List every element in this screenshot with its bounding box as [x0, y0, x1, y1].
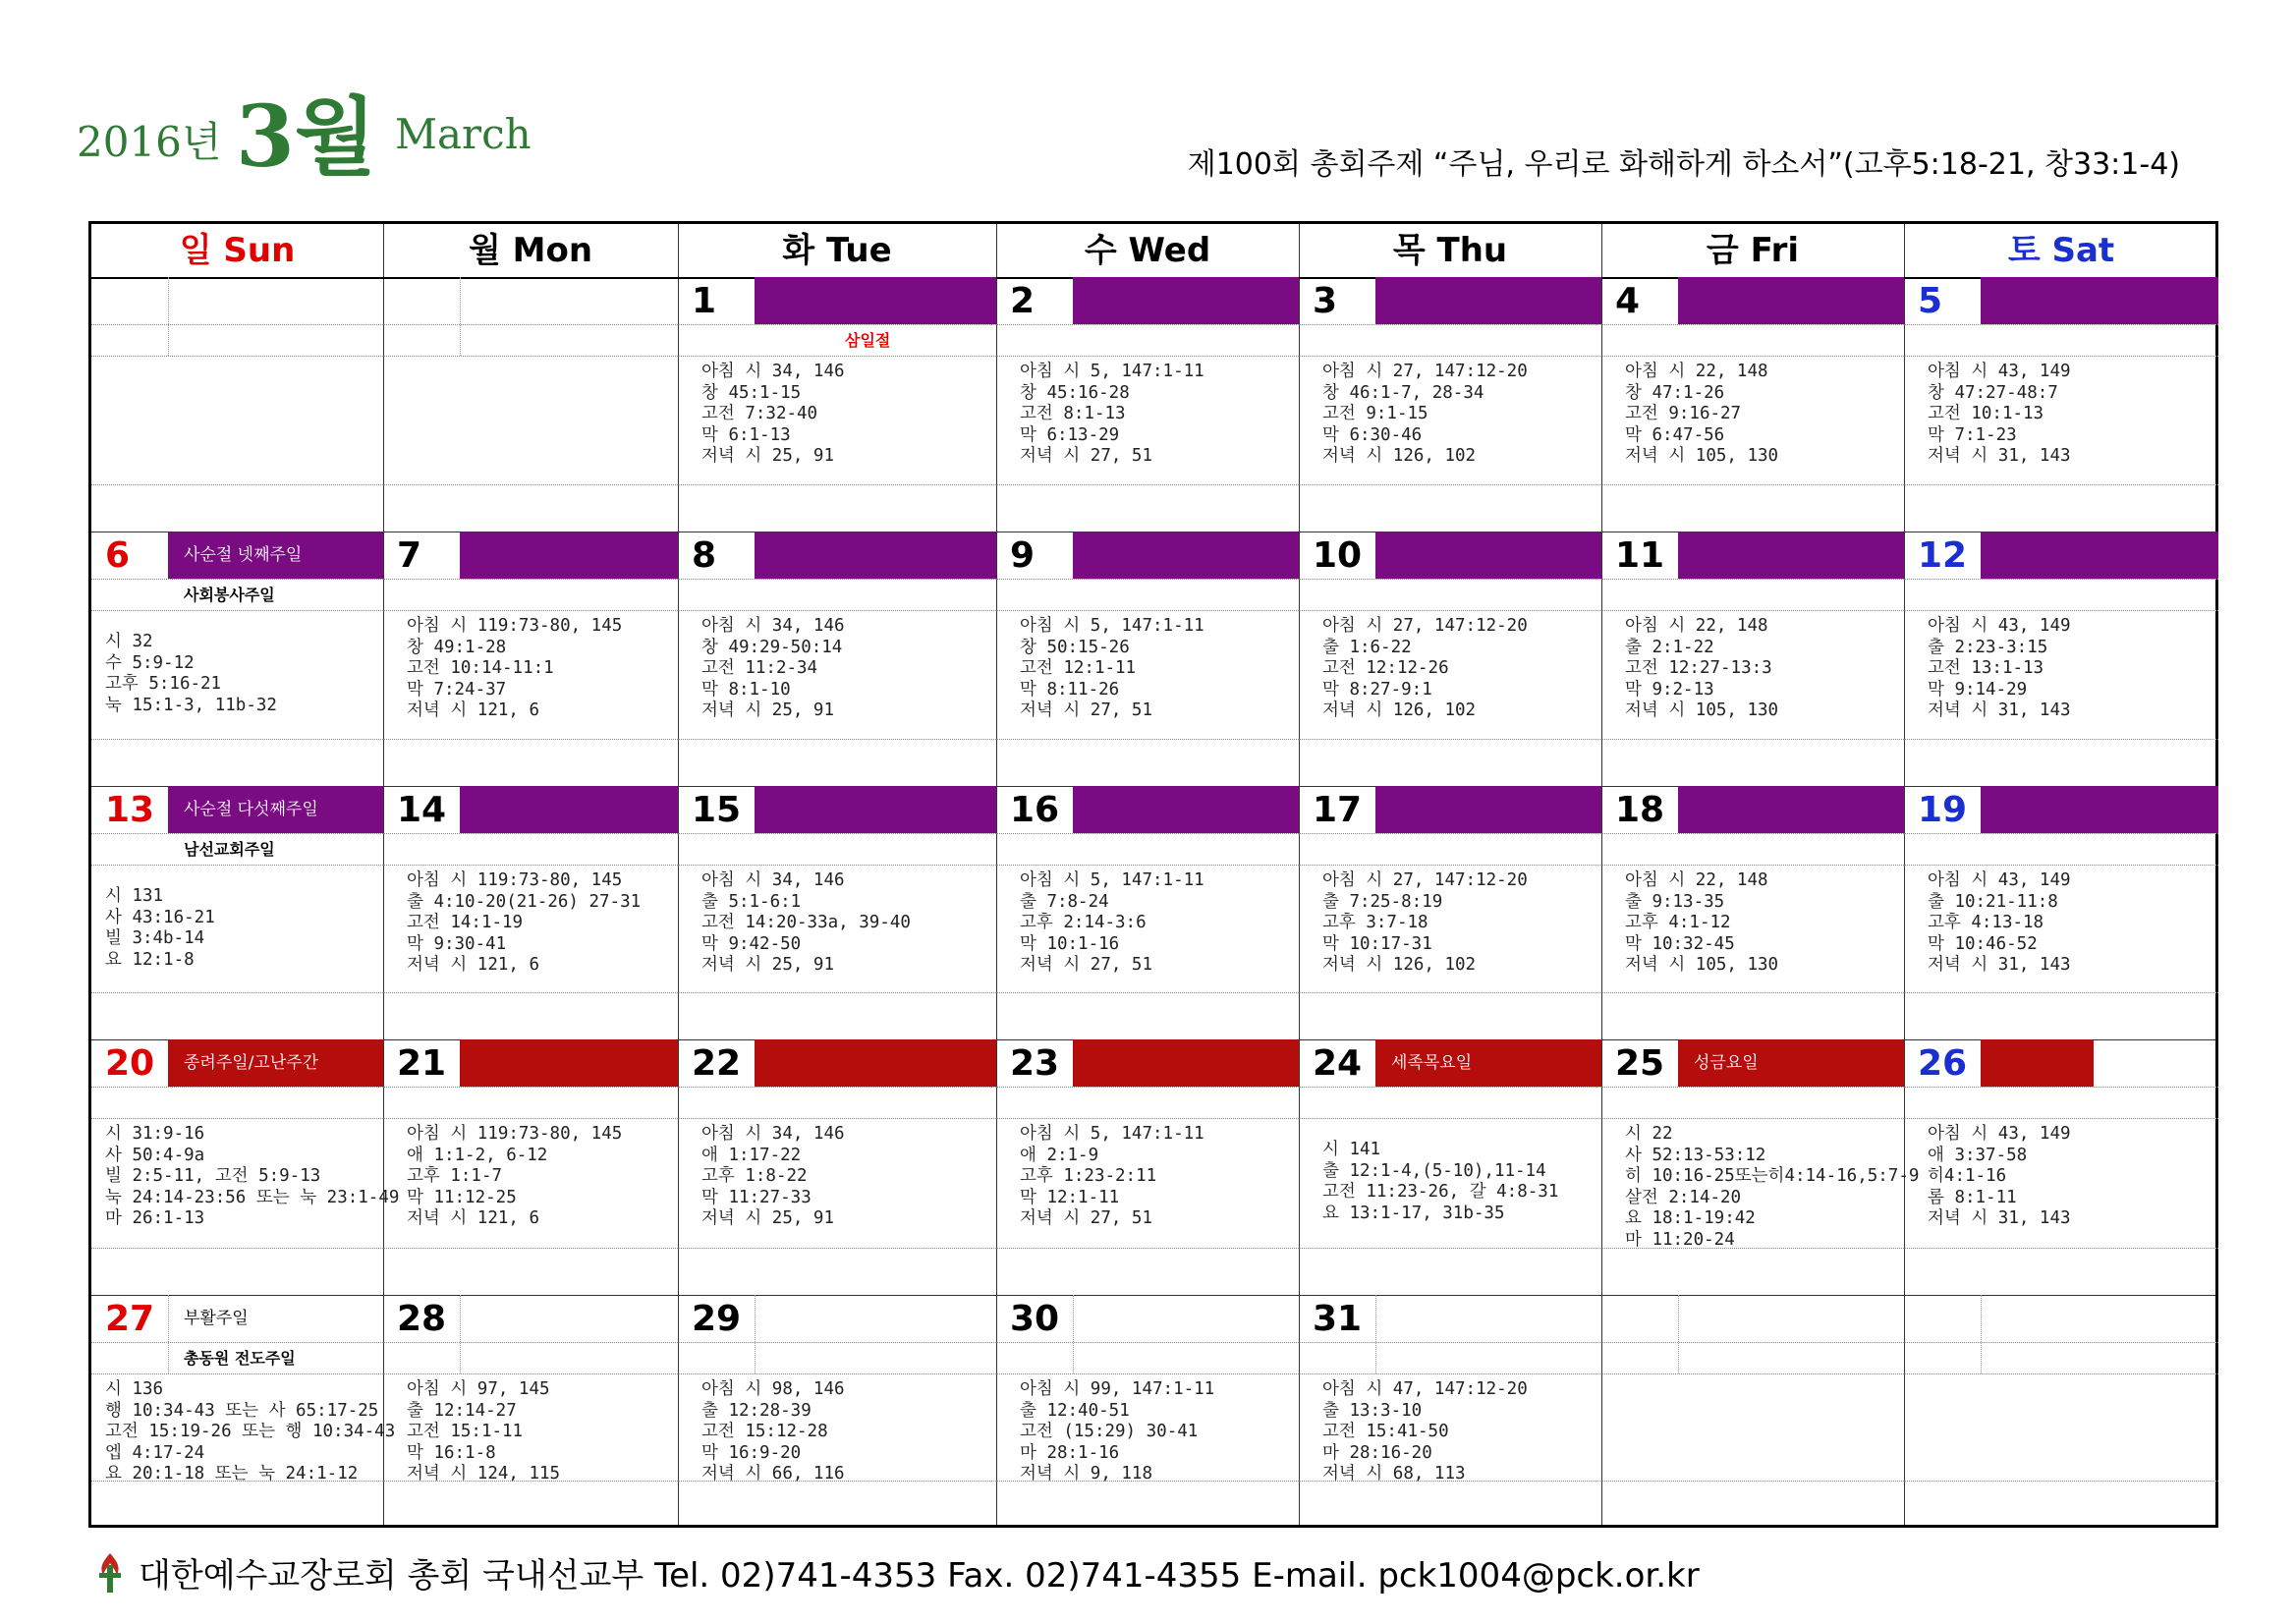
dayhead-sun: 일 Sun	[179, 231, 296, 270]
cell-line	[996, 1118, 1299, 1119]
observance-label: 사순절 다섯째주일	[184, 800, 318, 819]
cell-line	[996, 1373, 1299, 1374]
day-number: 20	[105, 1043, 155, 1084]
day-number: 4	[1615, 281, 1641, 321]
cell-line	[1601, 484, 1904, 485]
cell-line	[1299, 992, 1601, 993]
cell-line	[1299, 865, 1601, 866]
day-number: 9	[1010, 535, 1036, 576]
observance-label: 종려주일/고난주간	[184, 1053, 319, 1073]
day-number: 3	[1313, 281, 1338, 321]
cell-line	[91, 1373, 383, 1374]
scripture-reading: 시 32 수 5:9-12 고후 5:16-21 눅 15:1-3, 11b-32	[105, 632, 277, 715]
dayhead-wed: 수 Wed	[1084, 231, 1211, 270]
week-divider	[91, 1295, 2215, 1296]
cell-line	[1299, 610, 1601, 611]
cell-line	[1904, 992, 2218, 993]
cell-line	[678, 865, 996, 866]
cell-line	[678, 1087, 996, 1088]
cell-line	[996, 992, 1299, 993]
liturgical-bar	[755, 786, 996, 833]
liturgical-bar	[755, 532, 996, 579]
cell-line	[1601, 1481, 1904, 1482]
day-number: 25	[1615, 1043, 1665, 1084]
cell-line	[996, 356, 1299, 357]
cell-line	[91, 324, 383, 325]
cell-line	[1601, 833, 1904, 834]
cell-line	[678, 324, 996, 325]
day-number: 18	[1615, 790, 1665, 830]
footer	[93, 1548, 1700, 1603]
scripture-reading: 아침 시 22, 148 출 9:13-35 고후 4:1-12 막 10:32-45 저녁 시 105, 130	[1625, 870, 1779, 975]
liturgical-bar	[1678, 532, 1904, 579]
liturgical-bar	[460, 1039, 678, 1087]
cell-line	[1299, 579, 1601, 580]
scripture-reading: 아침 시 99, 147:1-11 출 12:40-51 고전 (15:29) 30-41 마 28:1-16 저녁 시 9, 118	[1020, 1379, 1215, 1484]
cell-line	[678, 1373, 996, 1374]
liturgical-bar	[1375, 277, 1601, 324]
cell-line	[383, 1373, 678, 1374]
column-divider	[383, 224, 384, 1525]
column-divider	[1904, 224, 1905, 1525]
cell-line	[678, 356, 996, 357]
cell-line	[91, 865, 383, 866]
cell-line	[1299, 356, 1601, 357]
header-month: 3월	[236, 87, 376, 187]
cell-line	[383, 1248, 678, 1249]
cell-line	[1299, 1248, 1601, 1249]
cell-line	[1981, 1295, 1982, 1373]
liturgical-bar	[1981, 786, 2218, 833]
header-month-english: March	[395, 110, 532, 158]
scripture-reading: 아침 시 34, 146 창 49:29-50:14 고전 11:2-34 막 8:1-10 저녁 시 25, 91	[701, 616, 845, 720]
cell-line	[1601, 610, 1904, 611]
day-number: 11	[1615, 535, 1665, 576]
cell-line	[1904, 833, 2218, 834]
day-number: 14	[397, 790, 447, 830]
cell-line	[996, 579, 1299, 580]
scripture-reading: 아침 시 27, 147:12-20 출 7:25-8:19 고후 3:7-18 막 10:17-31 저녁 시 126, 102	[1322, 870, 1528, 975]
cell-line	[1904, 610, 2218, 611]
scripture-reading: 아침 시 5, 147:1-11 창 50:15-26 고전 12:1-11 막 8:11-26 저녁 시 27, 51	[1020, 616, 1204, 720]
day-number: 7	[397, 535, 422, 576]
cell-line	[383, 579, 678, 580]
cell-line	[678, 579, 996, 580]
cell-line	[91, 579, 383, 580]
cell-line	[1601, 992, 1904, 993]
day-number: 28	[397, 1299, 447, 1339]
liturgical-bar	[1375, 786, 1601, 833]
cell-line	[1904, 1248, 2218, 1249]
scripture-reading: 아침 시 5, 147:1-11 창 45:16-28 고전 8:1-13 막 6:13-29 저녁 시 27, 51	[1020, 362, 1204, 466]
liturgical-bar	[1678, 277, 1904, 324]
cell-line	[1601, 1342, 1904, 1343]
cell-line	[1904, 484, 2218, 485]
dayhead-tue: 화 Tue	[782, 231, 892, 270]
cell-line	[91, 1248, 383, 1249]
scripture-reading: 시 136 행 10:34-43 또는 사 65:17-25 고전 15:19-26 또는 행 10:34-43 엡 4:17-24 요 20:1-18 또는 눅 24:1-12	[105, 1379, 396, 1484]
cell-line	[996, 865, 1299, 866]
cell-line	[755, 1295, 756, 1373]
cell-line	[1601, 739, 1904, 740]
cell-line	[1904, 579, 2218, 580]
cell-line	[91, 1118, 383, 1119]
cell-line	[1904, 865, 2218, 866]
scripture-reading: 아침 시 43, 149 창 47:27-48:7 고전 10:1-13 막 7:1-23 저녁 시 31, 143	[1928, 362, 2071, 466]
dayhead-sat: 토 Sat	[2007, 231, 2115, 270]
holiday-label: 삼일절	[845, 331, 891, 350]
scripture-reading: 아침 시 34, 146 출 5:1-6:1 고전 14:20-33a, 39-40 막 9:42-50 저녁 시 25, 91	[701, 870, 911, 975]
day-number: 30	[1010, 1299, 1060, 1339]
cell-line	[678, 1248, 996, 1249]
cell-line	[678, 992, 996, 993]
liturgical-bar	[1073, 532, 1299, 579]
cell-line	[1678, 1295, 1679, 1373]
liturgical-bar	[460, 786, 678, 833]
cell-line	[1904, 1118, 2218, 1119]
column-divider	[1299, 224, 1300, 1525]
liturgical-bar	[1981, 1039, 2094, 1087]
cell-line	[383, 356, 678, 357]
cell-line	[383, 865, 678, 866]
cell-line	[678, 1118, 996, 1119]
calendar-grid	[88, 221, 2218, 1528]
scripture-reading: 시 31:9-16 사 50:4-9a 빌 2:5-11, 고전 5:9-13 눅 24:14-23:56 또는 눅 23:1-49 마 26:1-13	[105, 1124, 400, 1228]
column-divider	[678, 224, 679, 1525]
scripture-reading: 아침 시 34, 146 창 45:1-15 고전 7:32-40 막 6:1-13 저녁 시 25, 91	[701, 362, 845, 466]
day-number: 2	[1010, 281, 1036, 321]
cell-line	[383, 484, 678, 485]
liturgical-bar	[1073, 277, 1299, 324]
cell-line	[383, 739, 678, 740]
liturgical-bar	[1678, 786, 1904, 833]
day-number: 5	[1918, 281, 1943, 321]
cell-line	[1299, 484, 1601, 485]
cross-flame-icon	[93, 1551, 127, 1603]
cell-line	[1904, 1342, 2218, 1343]
cell-line	[996, 739, 1299, 740]
liturgical-bar	[1375, 532, 1601, 579]
cell-line	[91, 484, 383, 485]
cell-line	[1601, 324, 1904, 325]
observance-label: 사순절 넷째주일	[184, 545, 303, 565]
scripture-reading: 아침 시 34, 146 애 1:17-22 고후 1:8-22 막 11:27-33 저녁 시 25, 91	[701, 1124, 845, 1228]
dayhead-fri: 금 Fri	[1706, 231, 1800, 270]
cell-line	[383, 324, 678, 325]
cell-line	[1601, 865, 1904, 866]
cell-line	[383, 610, 678, 611]
day-number: 15	[692, 790, 742, 830]
observance-sublabel: 남선교회주일	[184, 840, 275, 859]
assembly-theme: 제100회 총회주제 “주님, 우리로 화해하게 하소서”(고후5:18-21, 창33:1-4)	[1187, 147, 2180, 182]
cell-line	[996, 324, 1299, 325]
cell-line	[91, 610, 383, 611]
cell-line	[678, 739, 996, 740]
cell-line	[91, 356, 383, 357]
day-number: 23	[1010, 1043, 1060, 1084]
cell-line	[1601, 356, 1904, 357]
scripture-reading: 아침 시 43, 149 애 3:37-58 히4:1-16 롬 8:1-11 저녁 시 31, 143	[1928, 1124, 2071, 1228]
liturgical-bar	[1073, 1039, 1299, 1087]
day-number: 27	[105, 1299, 155, 1339]
cell-line	[383, 1087, 678, 1088]
day-number: 8	[692, 535, 717, 576]
cell-line	[1904, 1373, 2218, 1374]
dayhead-thu: 목 Thu	[1392, 231, 1508, 270]
day-number: 12	[1918, 535, 1968, 576]
scripture-reading: 아침 시 43, 149 출 2:23-3:15 고전 13:1-13 막 9:14-29 저녁 시 31, 143	[1928, 616, 2071, 720]
dayhead-mon: 월 Mon	[468, 231, 593, 270]
scripture-reading: 시 141 출 12:1-4,(5-10),11-14 고전 11:23-26, 갈 4:8-31 요 13:1-17, 31b-35	[1322, 1140, 1559, 1223]
scripture-reading: 아침 시 22, 148 창 47:1-26 고전 9:16-27 막 6:47-56 저녁 시 105, 130	[1625, 362, 1779, 466]
cell-line	[1375, 1295, 1376, 1373]
cell-line	[678, 833, 996, 834]
day-number: 22	[692, 1043, 742, 1084]
cell-line	[168, 1295, 169, 1373]
cell-line	[91, 992, 383, 993]
cell-line	[383, 833, 678, 834]
observance-sublabel: 총동원 전도주일	[184, 1349, 296, 1368]
cell-line	[678, 484, 996, 485]
scripture-reading: 시 131 사 43:16-21 빌 3:4b-14 요 12:1-8	[105, 886, 215, 970]
cell-line	[1601, 1118, 1904, 1119]
day-number: 24	[1313, 1043, 1363, 1084]
cell-line	[168, 277, 169, 356]
day-number: 16	[1010, 790, 1060, 830]
cell-line	[91, 1342, 383, 1343]
cell-line	[91, 833, 383, 834]
day-number: 13	[105, 790, 155, 830]
day-number: 26	[1918, 1043, 1968, 1084]
observance-label: 부활주일	[184, 1309, 249, 1328]
cell-line	[383, 1118, 678, 1119]
observance-label: 세족목요일	[1391, 1053, 1473, 1073]
liturgical-bar	[1981, 532, 2218, 579]
liturgical-bar	[1981, 277, 2218, 324]
cell-line	[460, 277, 461, 356]
scripture-reading: 아침 시 5, 147:1-11 출 7:8-24 고후 2:14-3:6 막 10:1-16 저녁 시 27, 51	[1020, 870, 1204, 975]
cell-line	[1299, 1087, 1601, 1088]
observance-sublabel: 사회봉사주일	[184, 586, 275, 604]
scripture-reading: 아침 시 119:73-80, 145 창 49:1-28 고전 10:14-11:1 막 7:24-37 저녁 시 121, 6	[407, 616, 623, 720]
scripture-reading: 아침 시 27, 147:12-20 창 46:1-7, 28-34 고전 9:1-15 막 6:30-46 저녁 시 126, 102	[1322, 362, 1528, 466]
cell-line	[996, 1248, 1299, 1249]
liturgical-bar	[1073, 786, 1299, 833]
liturgical-bar	[755, 277, 996, 324]
scripture-reading: 아침 시 98, 146 출 12:28-39 고전 15:12-28 막 16:9-20 저녁 시 66, 116	[701, 1379, 845, 1484]
cell-line	[383, 1342, 678, 1343]
cell-line	[1299, 1373, 1601, 1374]
cell-line	[91, 739, 383, 740]
cell-line	[1904, 324, 2218, 325]
scripture-reading: 아침 시 43, 149 출 10:21-11:8 고후 4:13-18 막 10:46-52 저녁 시 31, 143	[1928, 870, 2071, 975]
scripture-reading: 아침 시 27, 147:12-20 출 1:6-22 고전 12:12-26 막 8:27-9:1 저녁 시 126, 102	[1322, 616, 1528, 720]
scripture-reading: 아침 시 119:73-80, 145 애 1:1-2, 6-12 고후 1:1-7 막 11:12-25 저녁 시 121, 6	[407, 1124, 623, 1228]
cell-line	[1904, 739, 2218, 740]
day-number: 17	[1313, 790, 1363, 830]
cell-line	[996, 1342, 1299, 1343]
footer-contact: 대한예수교장로회 총회 국내선교부 Tel. 02)741-4353 Fax. 02)741-4355 E-mail. pck1004@pck.or.kr	[139, 1556, 1700, 1596]
cell-line	[1299, 833, 1601, 834]
scripture-reading: 아침 시 97, 145 출 12:14-27 고전 15:1-11 막 16:1-8 저녁 시 124, 115	[407, 1379, 561, 1484]
cell-line	[678, 1342, 996, 1343]
day-number: 29	[692, 1299, 742, 1339]
cell-line	[1601, 579, 1904, 580]
cell-line	[1904, 356, 2218, 357]
scripture-reading: 아침 시 22, 148 출 2:1-22 고전 12:27-13:3 막 9:2-13 저녁 시 105, 130	[1625, 616, 1779, 720]
scripture-reading: 아침 시 119:73-80, 145 출 4:10-20(21-26) 27-31 고전 14:1-19 막 9:30-41 저녁 시 121, 6	[407, 870, 642, 975]
header-year: 2016년	[77, 118, 222, 166]
day-number: 21	[397, 1043, 447, 1084]
day-number: 31	[1313, 1299, 1363, 1339]
cell-line	[996, 833, 1299, 834]
column-divider	[1601, 224, 1602, 1525]
column-divider	[996, 224, 997, 1525]
cell-line	[1299, 1342, 1601, 1343]
cell-line	[383, 992, 678, 993]
day-number: 1	[692, 281, 717, 321]
liturgical-bar	[460, 532, 678, 579]
cell-line	[1601, 1373, 1904, 1374]
cell-line	[996, 610, 1299, 611]
cell-line	[1601, 1087, 1904, 1088]
cell-line	[1299, 1118, 1601, 1119]
day-number: 19	[1918, 790, 1968, 830]
cell-line	[1299, 739, 1601, 740]
day-number: 10	[1313, 535, 1363, 576]
cell-line	[91, 1087, 383, 1088]
day-number: 6	[105, 535, 131, 576]
cell-line	[1904, 1087, 2218, 1088]
scripture-reading: 아침 시 47, 147:12-20 출 13:3-10 고전 15:41-50 마 28:16-20 저녁 시 68, 113	[1322, 1379, 1528, 1484]
liturgical-bar	[755, 1039, 996, 1087]
cell-line	[996, 484, 1299, 485]
scripture-reading: 시 22 사 52:13-53:12 히 10:16-25또는히4:14-16,5:7-9 살전 2:14-20 요 18:1-19:42 마 11:20-24	[1625, 1124, 1920, 1250]
scripture-reading: 아침 시 5, 147:1-11 애 2:1-9 고후 1:23-2:11 막 12:1-11 저녁 시 27, 51	[1020, 1124, 1204, 1228]
cell-line	[996, 1087, 1299, 1088]
observance-label: 성금요일	[1694, 1053, 1759, 1073]
cell-line	[1299, 324, 1601, 325]
cell-line	[1073, 1295, 1074, 1373]
cell-line	[460, 1295, 461, 1373]
cell-line	[1904, 1481, 2218, 1482]
cell-line	[678, 610, 996, 611]
